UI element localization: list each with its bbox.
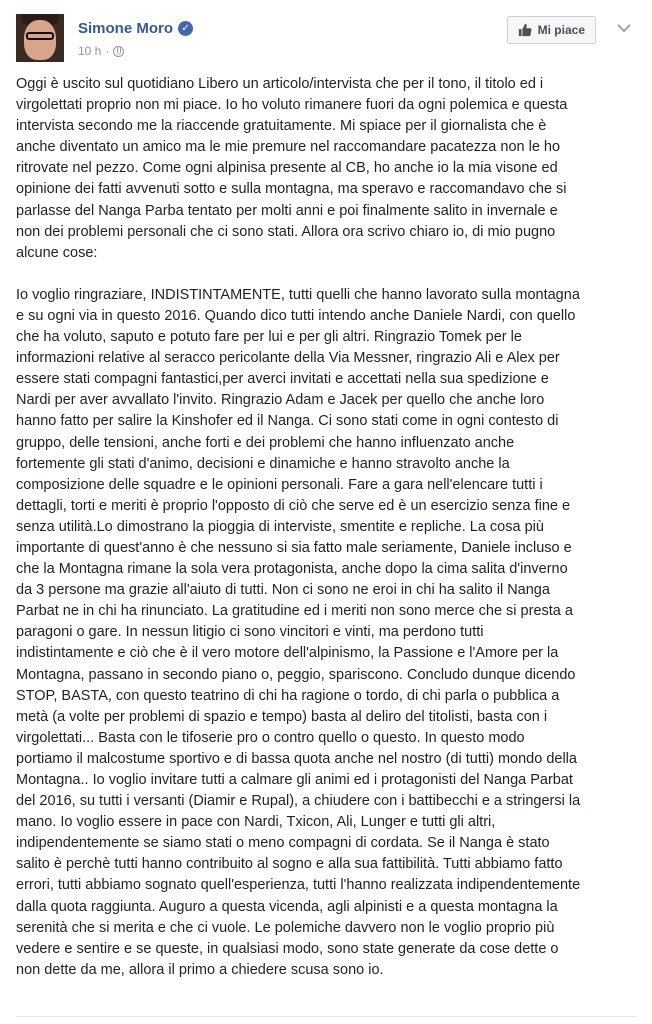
thumbs-up-icon: [518, 23, 532, 37]
post-options-button[interactable]: [614, 18, 634, 38]
avatar-glasses: [26, 32, 54, 40]
check-icon: ✓: [178, 21, 193, 36]
post-paragraph-2: Io voglio ringraziare, INDISTINTAMENTE, tutti quelli che hanno lavorato sulla montagna e su ogni via in questo 2016. Quando dico tutti intendo anche Daniele Nardi, con quello che ha voluto, saputo e potuto fare per lui e per gli altri. Ringrazio Tomek per le informazioni relative al seracco pericolante della Via Messner, ringrazio Ali e Alex per essere stati compagni fantastici,per averci invitati e accettati nella sua spedizione e Nardi per aver avvallato l'invito. Ringrazio Adam e Jacek per quello che anche loro hanno fatto per salire la Kinshofer ed il Nanga. Ci sono stati come in ogni contesto di gruppo, delle tensioni, anche forti e dei problemi che hanno influenzato anche fortemente gli stati d'animo, decisioni e dinamiche e hanno stravolto anche la composizione delle squadre e le opinioni personali. Fare a gara nell'elencare tutti i dettagli, torti e meriti è proprio l'opposto di ciò che serve ed è un esercizio senza fine e senza utilità.Lo dimostrano la pioggia di interviste, smentite e repliche. La cosa più importante di quest'anno è che nessuno si sia fatto male seriamente, Daniele incluso e che la Montagna rimane la sola vera protagonista, anche dopo la cima salita d'inverno da 3 persone ma grazie all'aiuto di tutti. Non ci sono ne eroi in chi ha salito il Nanga Parbat ne in chi ha rinunciato. La gratitudine ed i meriti non sono merce che si presta a paragoni o gare. In nessun litigio ci sono vincitori e vinti, ma perdono tutti indistintamente e ciò che è il vero motore dell'alpinismo, la Passione e l'Amore per la Montagna, passano in secondo piano o, peggio, spariscono. Concludo dunque dicendo STOP, BASTA, con questo teatrino di chi ha ragione o tordo, di chi parla o pubblica a metà (a volte per problemi di spazio e tempo) basta al deliro del titolisti, basta con i virgolettati... Basta con le tifoserie pro o contro quello o questo. In questo modo portiamo il malcostume sportivo e di bassa quota anche nel nostro (di tutti) mondo della Montagna.. Io voglio invitare tutti a calmare gli animi ed i protagonisti del Nanga Parbat del 2016, su tutti i versanti (Diamir e Rupal), a chiudere con i battibecchi e a stringersi la mano. Io voglio essere in pace con Nardi, Txicon, Ali, Lunger e tutti gli altri, indipendentemente se siamo stati o meno compagni di cordata. Se il Nanga è stato salito è perchè tutti hanno contribuito al sogno e alla sua fattibilità. Tutti abbiamo fatto errori, tutti abbiamo sognato quell'esperienza, tutti l'hanno realizzata indipendentemente dalla quota raggiunta. Auguro a questa vicenda, agli alpinisti e a questa montagna la serenità che si merita e che ci vuole. Le polemiche davvero non le voglio proprio più vedere e sentire e se queste, in qualsiasi modo, sono state generate da cose dette o non dette da me, allora il primo a chiedere scusa sono io.: [16, 286, 581, 978]
chevron-down-icon: [617, 23, 631, 33]
globe-icon[interactable]: [113, 46, 124, 57]
like-page-button[interactable]: [507, 16, 596, 44]
post-timestamp[interactable]: 10 h: [78, 44, 102, 58]
post-paragraph-1: Oggi è uscito sul quotidiano Libero un articolo/intervista che per il tono, il titolo ed i virgolettati proprio non mi piace. Io ho voluto rimanere fuori da ogni polemica e questa intervista secondo me la riaccende gratuitamente. Mi spiace per il giornalista che è anche diventato un amico ma le mie premure nel raccomandare pacatezza non le ho ritrovate nel pezzo. Come ogni alpinisa presente al CB, ho anche io la mia visone ed opinione dei fatti avvenuti sotto e sulla montagna, ma speravo e raccomandavo che si parlasse del Nanga Parba tentato per molti anni e poi finalmente salito in invernale e non dei problemi personali che ci sono stati. Allora ora scrivo chiaro io, di mio pugno alcune cose:: [16, 76, 568, 261]
author-name[interactable]: Simone Moro: [78, 20, 174, 37]
post-divider: [16, 1016, 636, 1017]
author-row: [78, 20, 193, 37]
post-header: [16, 14, 636, 62]
post-meta: [78, 44, 124, 58]
avatar[interactable]: [16, 14, 64, 62]
avatar-face: [24, 20, 56, 60]
like-button-label: Mi piace: [537, 23, 585, 37]
meta-separator: ·: [105, 44, 110, 58]
post-body: [16, 74, 640, 981]
